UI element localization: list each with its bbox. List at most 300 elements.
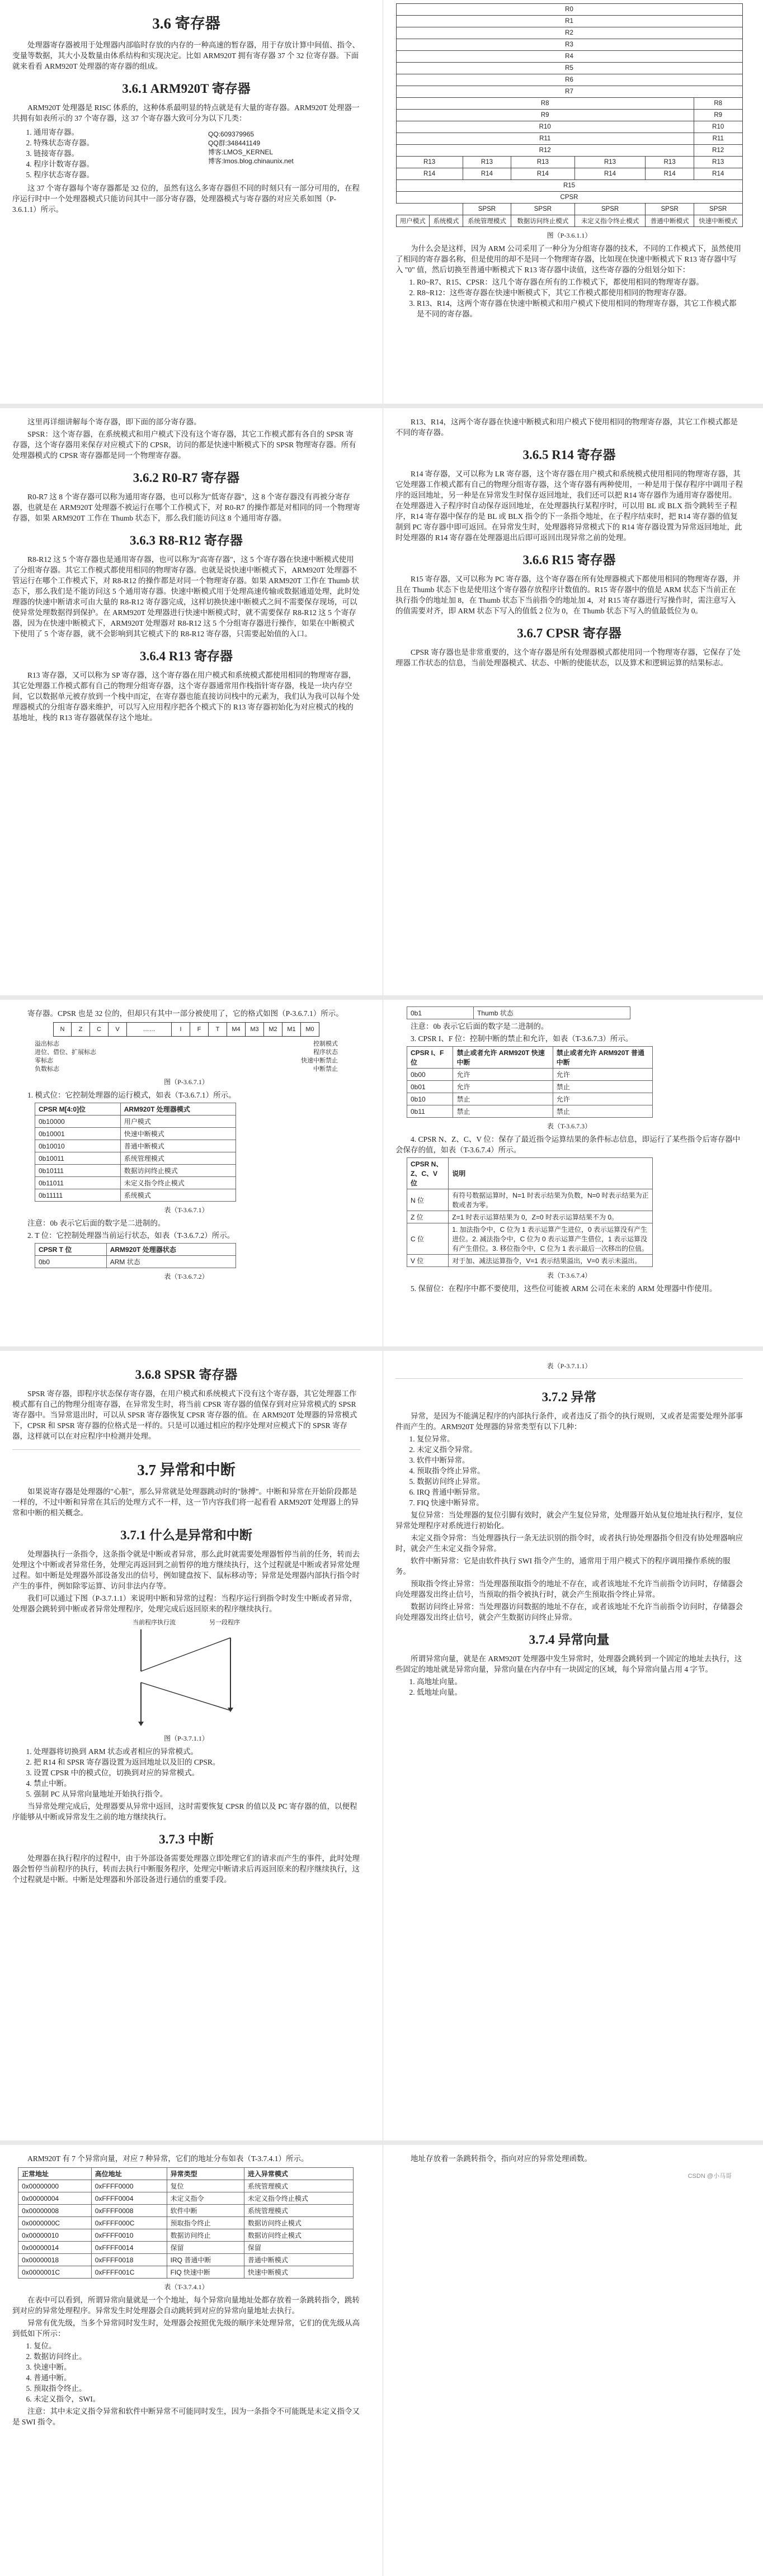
cell: 0b11 bbox=[407, 1105, 453, 1118]
cpsr-bit: M1 bbox=[282, 1022, 301, 1037]
cell: 数据访问终止模式 bbox=[244, 2229, 353, 2242]
table-header: 进入异常模式 bbox=[244, 2168, 353, 2180]
register-cell: R14 bbox=[511, 168, 574, 180]
table-row bbox=[35, 1152, 236, 1165]
subsection-heading: 3.6.4 R13 寄存器 bbox=[139, 649, 233, 663]
paragraph: 4. CPSR N、Z、C、V 位：保存了最近指令运算结果的条件标志信息，即运行了某些指令后寄存器中会保存的值，如表（T-3.6.7.4）所示。 bbox=[395, 1135, 741, 1154]
cell: 数据访问终止 bbox=[167, 2229, 244, 2242]
register-row bbox=[396, 133, 742, 145]
table-row bbox=[18, 2242, 354, 2254]
cell: 0xFFFF0008 bbox=[91, 2205, 167, 2217]
cell: 允许 bbox=[553, 1069, 652, 1081]
table-header: CPSR N、Z、C、V 位 bbox=[407, 1158, 449, 1189]
cpsr-bit-layout bbox=[12, 1022, 360, 1037]
flag-label-group bbox=[301, 1040, 338, 1074]
register-cell: R12 bbox=[694, 145, 742, 157]
paragraph: 2. T 位：它控制处理器当前运行状态，如表（T-3.6.7.2）所示。 bbox=[27, 1231, 235, 1240]
table-header: ARM920T 处理器模式 bbox=[120, 1103, 236, 1116]
cpsr-bit: C bbox=[90, 1022, 109, 1037]
register-cell: R13 bbox=[574, 157, 646, 168]
cell: 普通中断模式 bbox=[244, 2254, 353, 2266]
table-header: 说明 bbox=[449, 1158, 653, 1189]
author-watermark: CSDN @小马哥 bbox=[687, 2173, 732, 2180]
paragraph: ARM920T 有 7 个异常向量，对应 7 种异常，它们的地址分布如表（T-3.7.4.1）所示。 bbox=[27, 2154, 309, 2163]
register-row bbox=[396, 86, 742, 98]
section-heading: 3.6 寄存器 bbox=[152, 15, 220, 32]
cell: 有符号数据运算时，N=1 时表示结果为负数，N=0 时表示结果为正数或者为零。 bbox=[449, 1189, 653, 1211]
register-cell: SPSR bbox=[694, 204, 742, 215]
paragraph: 3. CPSR I、F 位：控制中断的禁止和允许，如表（T-3.6.7.3）所示。 bbox=[411, 1034, 633, 1043]
page-section-r0-r13 bbox=[0, 408, 763, 995]
table-header: ARM920T 处理器状态 bbox=[106, 1244, 236, 1256]
paragraph: 这里再详细讲解每个寄存器，即下面的部分寄存器。 bbox=[27, 418, 201, 426]
cell: 0xFFFF000C bbox=[91, 2217, 167, 2229]
t-bit-table-continued bbox=[407, 1006, 630, 1019]
register-row bbox=[396, 98, 742, 110]
cell: 0x00000014 bbox=[18, 2242, 92, 2254]
list-item: 1. 通用寄存器。 bbox=[34, 127, 179, 138]
cell: 未定义指令终止模式 bbox=[244, 2192, 353, 2205]
paragraph: 预取指令终止异常：当处理器预取指令的地址不存在，或者该地址不允许当前指令访问时，存储器会向处理器发出终止信号，当预取的指令被执行时，就会产生预取指令终止异常。 bbox=[395, 1580, 743, 1599]
paragraph: 数据访问终止异常：当处理器访问数据的地址不存在，或者该地址不允许当前指令访问时，存储器会向处理器发出终止信号，就会产生数据访问终止异常。 bbox=[395, 1603, 743, 1622]
register-row bbox=[396, 157, 742, 168]
list-item: 6. IRQ 普通中断异常。 bbox=[417, 1487, 743, 1497]
register-cell: R13 bbox=[646, 157, 694, 168]
paragraph: 处理器寄存器被用于处理器内部临时存放的内存的一种高速的暂存器，用于存放计算中间值、指令、变量等数据，其大小及数量由体系结构和实现决定。比如 ARM920T 拥有寄存器 37 个 32 位寄存器。下面就来看看 ARM920T 处理器的寄存器的组成。 bbox=[12, 41, 360, 70]
cell: 0x0000001C bbox=[18, 2266, 92, 2279]
table-row bbox=[407, 1069, 653, 1081]
register-cell: R3 bbox=[396, 39, 742, 51]
register-cell: R7 bbox=[396, 86, 742, 98]
register-row bbox=[396, 192, 742, 204]
cell: 0x00000008 bbox=[18, 2205, 92, 2217]
register-cell: R8 bbox=[694, 98, 742, 110]
register-row bbox=[396, 121, 742, 133]
register-cell: R9 bbox=[694, 110, 742, 121]
page-section-registers bbox=[0, 0, 763, 404]
subsection-heading: 3.7.1 什么是异常和中断 bbox=[120, 1528, 252, 1542]
register-cell: CPSR bbox=[396, 192, 742, 204]
subsection-heading: 3.7.4 异常向量 bbox=[529, 1633, 610, 1647]
paragraph: CPSR 寄存器也是非常重要的，这个寄存器是所有处理器模式都使用同一个物理寄存器，它保存了处理器工作状态的信息，当前处理器模式、状态、中断的使能状态，以及算术和逻辑运算的结果标志。 bbox=[395, 648, 741, 667]
paragraph: 1. 模式位：它控制处理器的运行模式，如表（T-3.6.7.1）所示。 bbox=[27, 1091, 236, 1099]
paragraph: 寄存器。CPSR 也是 32 位的，但却只有其中一部分被使用了，它的格式如图（P-3.6.7.1）所示。 bbox=[27, 1009, 343, 1018]
flag-label: 负数标志 bbox=[35, 1066, 59, 1072]
table-row bbox=[18, 2229, 354, 2242]
register-cell: SPSR bbox=[463, 204, 511, 215]
list-item: 5. 数据访问终止异常。 bbox=[417, 1476, 743, 1487]
left-column bbox=[0, 2145, 373, 2576]
register-row bbox=[396, 74, 742, 86]
table-row bbox=[407, 1007, 630, 1019]
register-cell bbox=[396, 204, 463, 215]
right-column bbox=[383, 408, 755, 995]
left-column bbox=[0, 0, 373, 404]
cpsr-bit: I bbox=[172, 1022, 190, 1037]
register-cell: R11 bbox=[396, 133, 694, 145]
flag-label: 快速中断禁止 bbox=[301, 1057, 338, 1064]
paragraph: R13、R14，这两个寄存器在快速中断模式和用户模式下使用相同的物理寄存器，其它工作模式都是不同的寄存器。 bbox=[395, 418, 738, 437]
register-cell: R10 bbox=[694, 121, 742, 133]
paragraph: ARM920T 处理器是 RISC 体系的，这种体系最明显的特点就是有大量的寄存器。ARM920T 处理器一共拥有如表所示的 37 个寄存器，这 37 个寄存器大致可分为以下几类： bbox=[12, 103, 360, 122]
register-cell: R4 bbox=[396, 51, 742, 63]
list-item: 1. 复位异常。 bbox=[417, 1434, 743, 1444]
register-cell: R13 bbox=[694, 157, 742, 168]
list-item: 5. 预取指令终止。 bbox=[34, 2383, 360, 2394]
paragraph: 我们可以通过下图（P-3.7.1.1）来说明中断和异常的过程：当程序运行到指令时发生中断或者异常，处理器会跳转到中断或者异常处理程序，处理完成后返回原来的程序继续执行。 bbox=[12, 1594, 357, 1613]
cell: 0x00000000 bbox=[18, 2180, 92, 2192]
cell: 未定义指令终止模式 bbox=[120, 1177, 236, 1189]
cpsr-bit: Z bbox=[72, 1022, 90, 1037]
flag-label: 零标志 bbox=[35, 1057, 53, 1064]
cell: 快速中断模式 bbox=[244, 2266, 353, 2279]
cell: 禁止 bbox=[453, 1105, 553, 1118]
cell: 0xFFFF001C bbox=[91, 2266, 167, 2279]
table-row bbox=[407, 1211, 653, 1223]
list-item: 4. 程序计数寄存器。 bbox=[34, 159, 179, 169]
cell: 对于加、减法运算指令，V=1 表示结果溢出，V=0 表示未溢出。 bbox=[449, 1255, 653, 1267]
paragraph: 5. 保留位：在程序中都不要使用，这些位可能被 ARM 公司在未来的 ARM 处理器中作使用。 bbox=[411, 1284, 717, 1293]
t-bit-table bbox=[35, 1243, 236, 1268]
register-cell: R10 bbox=[396, 121, 694, 133]
table-row bbox=[35, 1165, 236, 1177]
section-heading: 3.7 异常和中断 bbox=[137, 1462, 236, 1478]
register-cell: SPSR bbox=[646, 204, 694, 215]
contact-line: QQ:609379965 bbox=[208, 130, 255, 138]
cpsr-bit: M3 bbox=[246, 1022, 264, 1037]
bank-list bbox=[417, 277, 743, 319]
cell: 1. 加法指令中，C 位为 1 表示运算产生进位，0 表示运算没有产生进位。2. 减法指令中，C 位为 0 表示运算产生借位，1 表示运算没有产生借位。3. 移位指令中，C 位为 1 表示最后一次移出的位值。 bbox=[449, 1223, 653, 1255]
register-cell: R13 bbox=[511, 157, 574, 168]
register-cell: R1 bbox=[396, 16, 742, 27]
table-caption: 表（T-3.7.4.1） bbox=[164, 2283, 209, 2291]
table-row bbox=[35, 1177, 236, 1189]
cell: 允许 bbox=[453, 1069, 553, 1081]
table-header: CPSR M[4:0]位 bbox=[35, 1103, 121, 1116]
mode-bits-table bbox=[35, 1103, 236, 1202]
paragraph: 软件中断异常：它是由软件执行 SWI 指令产生的，通常用于用户模式下的程序调用操作系统的服务。 bbox=[395, 1557, 731, 1576]
figure-caption: 图（P-3.6.1.1） bbox=[547, 231, 592, 239]
register-row bbox=[396, 4, 742, 16]
left-column bbox=[0, 1351, 373, 2140]
register-cell: R5 bbox=[396, 63, 742, 74]
register-cell: R13 bbox=[463, 157, 511, 168]
table-row bbox=[18, 2217, 354, 2229]
cell: Z=1 时表示运算结果为 0，Z=0 时表示运算结果不为 0。 bbox=[449, 1211, 653, 1223]
page-section-vectors bbox=[0, 2145, 763, 2576]
paragraph: SPSR 寄存器，即程序状态保存寄存器，在用户模式和系统模式下没有这个寄存器，其它处理器工作模式都有自己的物理分组寄存器，在异常发生时，将当前 CPSR 寄存器的值保存到对应异常模式的 SPSR 寄存器中。当异常退出时，可以从 SPSR 寄存器恢复 CPSR 寄存器的值。在 ARM920T 处理器的异常模式下，CPSR 和 SPSR 寄存器的位格式是一样的。只是可以通过相应的程序处理对应模式下的 SPSR 寄存器，这样就可以在对应程序中检测并处理。 bbox=[12, 1389, 357, 1440]
register-cell: R9 bbox=[396, 110, 694, 121]
flag-label: 溢出标志 bbox=[35, 1041, 59, 1047]
paragraph: 如果说寄存器是处理器的"心脏"，那么异常就是处理器跳动时的"脉搏"。中断和异常在开始阶段都是一样的，不过中断和异常在其后的处理方式不一样，这一节内容我们将一起看看 ARM920T 处理器上的异常和中断的相关概念。 bbox=[12, 1487, 359, 1517]
cell: 0xFFFF0004 bbox=[91, 2192, 167, 2205]
cpsr-flag-labels bbox=[12, 1040, 360, 1074]
exception-entry-steps bbox=[34, 1746, 360, 1799]
cell: 0x00000010 bbox=[18, 2229, 92, 2242]
cell: 软件中断 bbox=[167, 2205, 244, 2217]
figure-caption: 图（P-3.7.1.1） bbox=[164, 1734, 209, 1742]
list-item: 1. 复位。 bbox=[34, 2341, 360, 2351]
cell: 系统管理模式 bbox=[120, 1152, 236, 1165]
register-row bbox=[396, 27, 742, 39]
left-column bbox=[0, 408, 373, 995]
right-column bbox=[383, 0, 755, 404]
cell: 0xFFFF0018 bbox=[91, 2254, 167, 2266]
list-item: 2. 特殊状态寄存器。 bbox=[34, 138, 179, 148]
register-row bbox=[396, 63, 742, 74]
subsection-heading: 3.6.6 R15 寄存器 bbox=[522, 553, 616, 567]
cell: 复位 bbox=[167, 2180, 244, 2192]
cpsr-bit: N bbox=[53, 1022, 72, 1037]
table-row bbox=[407, 1255, 653, 1267]
interrupt-flow-diagram bbox=[12, 1627, 359, 1727]
register-cell: R14 bbox=[646, 168, 694, 180]
cell: 0b11011 bbox=[35, 1177, 121, 1189]
flag-label: 进位、借位、扩展标志 bbox=[35, 1049, 96, 1056]
paragraph: 复位异常：当处理器的复位引脚有效时，就会产生复位异常，处理器开始从复位地址执行程序，复位异常处理程序对系统进行初始化。 bbox=[395, 1511, 743, 1530]
cell: 系统管理模式 bbox=[244, 2180, 353, 2192]
list-item: 2. 把 R14 和 SPSR 寄存器设置为返回地址以及旧的 CPSR。 bbox=[34, 1757, 360, 1767]
cell: 0xFFFF0000 bbox=[91, 2180, 167, 2192]
table-row bbox=[35, 1140, 236, 1152]
cell: 系统管理模式 bbox=[244, 2205, 353, 2217]
list-item: 1. R0~R7、R15、CPSR：这几个寄存器在所有的工作模式下，都使用相同的物理寄存器。 bbox=[417, 277, 743, 287]
list-item: 3. R13、R14，这两个寄存器在快速中断模式和用户模式下使用相同的物理寄存器，其它工作模式都是不同的寄存器。 bbox=[417, 298, 743, 319]
right-column bbox=[383, 2145, 755, 2576]
list-item: 5. 程序状态寄存器。 bbox=[34, 169, 179, 180]
page-section-exceptions bbox=[0, 1351, 763, 2140]
paragraph: 为什么会是这样，因为 ARM 公司采用了一种分为分组寄存器的技术，不同的工作模式下，虽然使用了相同的寄存器名称，但是使用的却不是同一个物理寄存器，比如现在快速中断模式下 R13 寄存器中写入 "0" 值，然后切换至普通中断模式下 R13 寄存器中读值，这些寄存器的分组划分如下： bbox=[395, 244, 742, 274]
cell: 0b1 bbox=[407, 1007, 474, 1019]
register-cell: R2 bbox=[396, 27, 742, 39]
figure-caption: 图（P-3.6.7.1） bbox=[164, 1078, 209, 1086]
list-with-contact bbox=[12, 125, 360, 181]
cell: 0b10 bbox=[407, 1093, 453, 1105]
cell: 0b01 bbox=[407, 1081, 453, 1093]
table-header: 禁止或者允许 ARM920T 快速中断 bbox=[453, 1047, 553, 1069]
register-cell: SPSR bbox=[574, 204, 646, 215]
table-header: 异常类型 bbox=[167, 2168, 244, 2180]
flag-label: 程序状态 bbox=[313, 1049, 338, 1056]
paragraph: 所谓异常向量，就是在 ARM920T 处理器中发生异常时，处理器会跳转到一个固定的地址去执行，这些固定的地址就是异常向量，异常向量在内存中有一块固定的区域，每个异常向量占用 4 字节。 bbox=[395, 1655, 742, 1674]
cell: 未定义指令 bbox=[167, 2192, 244, 2205]
register-cell: R14 bbox=[463, 168, 511, 180]
table-header: 高位地址 bbox=[91, 2168, 167, 2180]
list-item: 4. 预取指令终止异常。 bbox=[417, 1466, 743, 1476]
register-row bbox=[396, 110, 742, 121]
table-row bbox=[407, 1081, 653, 1093]
register-cell: 未定义指令终止模式 bbox=[574, 215, 646, 227]
cpsr-bit: V bbox=[109, 1022, 127, 1037]
table-row bbox=[407, 1093, 653, 1105]
if-bits-table bbox=[407, 1046, 653, 1118]
cell: 0b10000 bbox=[35, 1116, 121, 1128]
list-item: 6. 未定义指令，SWI。 bbox=[34, 2394, 360, 2404]
exception-type-list bbox=[417, 1434, 743, 1508]
cell: 0xFFFF0014 bbox=[91, 2242, 167, 2254]
list-item: 5. 强制 PC 从异常向量地址开始执行指令。 bbox=[34, 1789, 360, 1799]
note: 注意：0b 表示它后面的数字是二进制的。 bbox=[27, 1219, 166, 1227]
paragraph: R8-R12 这 5 个寄存器也是通用寄存器，也可以称为"高寄存器"，这 5 个寄存器在快速中断模式使用了分组寄存器。其它工作模式都使用相同的物理寄存器。也就是说快速中断模式下，ARM920T 处理器不管运行在哪个工作模式下，对 R8-R12 的操作都是对同一个物理寄存器。如果 ARM920T 工作在 Thumb 状态下，那么我们是不能访问这 5 个通用寄存器。快速中断模式用于处理高速传输或数据通道处理，此时处理器的快速中断请求可由大量的 R8-R12 寄存器完成，这样切换快速中断模式之间不需要保存现场，可以使异常处理数据得到保护。在 ARM920T 处理器进行快速中断模式时，就不需要保存 R8-R12 这 5 个寄存器，因为在快速中断模式下，ARM920T 处理器对 R8-R12 这 5 个分组寄存器进行操作，如果在中断模式下使用了 5 个寄存器，就不会影响到其它模式下的 R8-R12 寄存器，只需要起始值的入口。 bbox=[12, 555, 360, 638]
cell: 0x00000018 bbox=[18, 2254, 92, 2266]
cell: 0b10001 bbox=[35, 1128, 121, 1140]
subsection-heading: 3.6.5 R14 寄存器 bbox=[522, 448, 616, 462]
register-row bbox=[396, 204, 742, 215]
table-row bbox=[18, 2205, 354, 2217]
flow-labels bbox=[12, 1618, 360, 1627]
register-cell: R14 bbox=[396, 168, 463, 180]
table-row bbox=[35, 1189, 236, 1202]
paragraph: 当异常处理完成后，处理器要从异常中返回，这时需要恢复 CPSR 的值以及 PC 寄存器的值，以便程序能够从中断或异常发生之前的地方继续执行。 bbox=[12, 1802, 357, 1821]
table-row bbox=[18, 2192, 354, 2205]
register-cell: 数据访问终止模式 bbox=[511, 215, 574, 227]
paragraph: 注意：其中未定义指令异常和软件中断异常不可能同时发生，因为一条指令不可能既是未定义指令又是 SWI 指令。 bbox=[12, 2407, 360, 2426]
register-cell: R15 bbox=[396, 180, 742, 192]
list-item: 3. 链接寄存器。 bbox=[34, 148, 179, 159]
list-item: 3. 设置 CPSR 中的模式位，切换到对应的异常模式。 bbox=[34, 1767, 360, 1778]
cell: 允许 bbox=[553, 1093, 652, 1105]
paragraph: SPSR：这个寄存器，在系统模式和用户模式下没有这个寄存器，其它工作模式都有各自的 SPSR 寄存器，这个寄存器用来保存对应模式下的 CPSR，访问的都是快速中断模式下的 SPSR 物理寄存器。所有处理器模式的 CPSR 寄存器都是同一个物理寄存器。 bbox=[12, 430, 356, 460]
table-row bbox=[35, 1256, 236, 1268]
table-row bbox=[407, 1223, 653, 1255]
table-header: 正常地址 bbox=[18, 2168, 92, 2180]
list-item: 1. 高地址向量。 bbox=[417, 1676, 743, 1687]
paragraph: 处理器执行一条指令，这条指令就是中断或者异常，那么此时就需要处理器暂停当前的任务，转而去处理这个中断或者异常任务，处理完再返回到之前暂停的地方继续执行，这个过程就是中断或者异常处理过程。如中断是处理器外部设备发出的信号，例如键盘按下、鼠标移动等；异常是处理器内部执行指令时产生的事件，例如除零运算、访问非法内存等。 bbox=[12, 1550, 360, 1590]
cpsr-bit: M4 bbox=[227, 1022, 246, 1037]
right-column bbox=[383, 1000, 755, 1346]
register-category-list bbox=[34, 127, 179, 180]
cell: 用户模式 bbox=[120, 1116, 236, 1128]
cpsr-bit: …… bbox=[127, 1022, 172, 1037]
note: 注意：0b 表示它后面的数字是二进制的。 bbox=[411, 1022, 549, 1031]
cell: 数据访问终止模式 bbox=[120, 1165, 236, 1177]
register-cell: R8 bbox=[396, 98, 694, 110]
table-caption: 表（T-3.6.7.2） bbox=[164, 1273, 209, 1280]
paragraph: 未定义指令异常：当处理器执行一条无法识别的指令时，或者执行协处理器指令但没有协处理器响应时，就会产生未定义指令异常。 bbox=[395, 1534, 743, 1553]
flag-label: 控制模式 bbox=[313, 1041, 338, 1047]
cell: 禁止 bbox=[553, 1081, 652, 1093]
subsection-heading: 3.6.3 R8-R12 寄存器 bbox=[130, 533, 243, 547]
contact-line: 博客:lmos.blog.chinaunix.net bbox=[208, 157, 294, 165]
cell: 0b10011 bbox=[35, 1152, 121, 1165]
list-item: 2. 数据访问终止。 bbox=[34, 2351, 360, 2362]
table-row bbox=[18, 2266, 354, 2279]
register-row bbox=[396, 51, 742, 63]
cell: 0b10010 bbox=[35, 1140, 121, 1152]
cell: 0b00 bbox=[407, 1069, 453, 1081]
subsection-heading: 3.6.2 R0-R7 寄存器 bbox=[133, 471, 240, 485]
register-row bbox=[396, 145, 742, 157]
paragraph: R13 寄存器，又可以称为 SP 寄存器，这个寄存器在用户模式和系统模式都使用相同的物理寄存器，其它处理器工作模式都有自己的物理分组寄存器，这个寄存器通常用作栈指针寄存器，栈是一块内存空间，它以数据单元被存放到一个栈中而定，在寄存器也能直接访问栈中的元素为，我们认为我可以每个处理器模式的分组寄存器来维护，可以写入应用程序把各个模式下的 R13 寄存器初始化为对应模式的栈的基地址，栈的 R13 寄存器就保存这个地址。 bbox=[12, 671, 360, 722]
subsection-heading: 3.6.7 CPSR 寄存器 bbox=[517, 626, 621, 640]
contact-line: 博客:LMOS_KERNEL bbox=[208, 148, 274, 156]
table-header: CPSR T 位 bbox=[35, 1244, 107, 1256]
register-cell: 系统管理模式 bbox=[463, 215, 511, 227]
register-cell: 快速中断模式 bbox=[694, 215, 742, 227]
cell: C 位 bbox=[407, 1223, 449, 1255]
cell: 数据访问终止模式 bbox=[244, 2217, 353, 2229]
cell: 0xFFFF0010 bbox=[91, 2229, 167, 2242]
paragraph: R15 寄存器，又可以称为 PC 寄存器，这个寄存器在所有处理器模式下都使用相同的物理寄存器，并且在 Thumb 状态下也是使用这个寄存器存放程序计数值的。R15 寄存器中的值是 ARM 状态下当前正在执行指令的地址加 8，在 Thumb 状态下当前指令的地址加 4，对 R15 寄存器进行写操作时，需注意写入的值需要对齐，即 ARM 状态下写入的值低 2 位为 0，在 Thumb 状态下写入的值最低位为 0。 bbox=[395, 575, 741, 615]
table-header: 禁止或者允许 ARM920T 普通中断 bbox=[553, 1047, 652, 1069]
cell: N 位 bbox=[407, 1189, 449, 1211]
list-item: 2. 未定义指令异常。 bbox=[417, 1444, 743, 1455]
page-section-cpsr bbox=[0, 1000, 763, 1346]
register-cell: 普通中断模式 bbox=[646, 215, 694, 227]
cell: 允许 bbox=[453, 1081, 553, 1093]
cell: 禁止 bbox=[453, 1093, 553, 1105]
register-row bbox=[396, 180, 742, 192]
contact-line: QQ群:348441149 bbox=[208, 139, 261, 147]
cell: V 位 bbox=[407, 1255, 449, 1267]
cell: IRQ 普通中断 bbox=[167, 2254, 244, 2266]
cell: 预取指令终止 bbox=[167, 2217, 244, 2229]
paragraph: 地址存放着一条跳转指令，指向对应的异常处理函数。 bbox=[411, 2154, 592, 2163]
cpsr-bit: T bbox=[209, 1022, 227, 1037]
list-item: 3. 软件中断异常。 bbox=[417, 1455, 743, 1466]
cell: 0x00000004 bbox=[18, 2192, 92, 2205]
table-caption: 表（T-3.6.7.1） bbox=[164, 1206, 209, 1214]
condition-flags-table bbox=[407, 1157, 653, 1267]
subsection-heading: 3.7.2 异常 bbox=[541, 1390, 597, 1404]
divider bbox=[12, 1449, 360, 1450]
cpsr-bit: F bbox=[190, 1022, 209, 1037]
cell: 普通中断模式 bbox=[120, 1140, 236, 1152]
paragraph: R14 寄存器，又可以称为 LR 寄存器，这个寄存器在用户模式和系统模式使用相同的物理寄存器，其它处理器工作模式都有自己的物理分组寄存器，这个寄存器有两种使用，一种是用于保存程序中调用子程序的返回地址，另一种是在异常发生时保存返回地址，我们还可以把 R14 寄存器作为通用寄存器使用。在处理器进入子程序时自动保存返回地址，在处理器执行某程序时，可以用 BL 或 BLX 指令跳转至子程序，R14 寄存器中保存的是 BL 或 BLX 指令的下一条指令地址，在子程序结束时，把 R14 寄存器的值复制到 PC 寄存器中即可返回。在异常发生时，处理器将异常模式下的 R14 寄存器设置为异常返回地址，此时处理器的 R14 寄存器在处理器退出后即可返回出现异常之前的处理。 bbox=[395, 470, 743, 542]
cell: 保留 bbox=[244, 2242, 353, 2254]
register-bank-table bbox=[396, 3, 743, 227]
table-row bbox=[407, 1189, 653, 1211]
cell: 快速中断模式 bbox=[120, 1128, 236, 1140]
register-cell: R13 bbox=[396, 157, 463, 168]
register-cell: R14 bbox=[694, 168, 742, 180]
register-cell: 用户模式 bbox=[396, 215, 430, 227]
cell: 0b11111 bbox=[35, 1189, 121, 1202]
cell: 保留 bbox=[167, 2242, 244, 2254]
exception-vector-table bbox=[18, 2167, 354, 2279]
register-cell: R11 bbox=[694, 133, 742, 145]
flag-label-group bbox=[35, 1040, 96, 1074]
subsection-heading: 3.6.1 ARM920T 寄存器 bbox=[122, 82, 251, 96]
cell: ARM 状态 bbox=[106, 1256, 236, 1268]
list-item: 2. 低地址向量。 bbox=[417, 1687, 743, 1698]
flag-label: 中断禁止 bbox=[313, 1066, 338, 1072]
list-item: 2. R8~R12：这些寄存器在快速中断模式下，其它工作模式都使用相同的物理寄存器。 bbox=[417, 287, 743, 298]
subsection-heading: 3.6.8 SPSR 寄存器 bbox=[135, 1368, 238, 1382]
register-cell: R0 bbox=[396, 4, 742, 16]
divider bbox=[395, 1378, 743, 1379]
register-cell: SPSR bbox=[511, 204, 574, 215]
table-row bbox=[35, 1116, 236, 1128]
table-header: CPSR I、F 位 bbox=[407, 1047, 453, 1069]
cell: 系统模式 bbox=[120, 1189, 236, 1202]
register-cell: 系统模式 bbox=[430, 215, 463, 227]
cell: Z 位 bbox=[407, 1211, 449, 1223]
list-item: 4. 普通中断。 bbox=[34, 2372, 360, 2383]
table-row bbox=[18, 2254, 354, 2266]
cpsr-bit: M0 bbox=[301, 1022, 319, 1037]
flow-label: 当前程序执行流 bbox=[133, 1619, 176, 1626]
cell: FIQ 快速中断 bbox=[167, 2266, 244, 2279]
list-item: 7. FIQ 快速中断异常。 bbox=[417, 1497, 743, 1508]
right-column bbox=[383, 1351, 755, 2140]
cell: Thumb 状态 bbox=[474, 1007, 630, 1019]
table-row bbox=[18, 2180, 354, 2192]
cpsr-bit: M2 bbox=[264, 1022, 282, 1037]
left-column bbox=[0, 1000, 373, 1346]
register-cell: R12 bbox=[396, 145, 694, 157]
list-item: 3. 快速中断。 bbox=[34, 2362, 360, 2372]
